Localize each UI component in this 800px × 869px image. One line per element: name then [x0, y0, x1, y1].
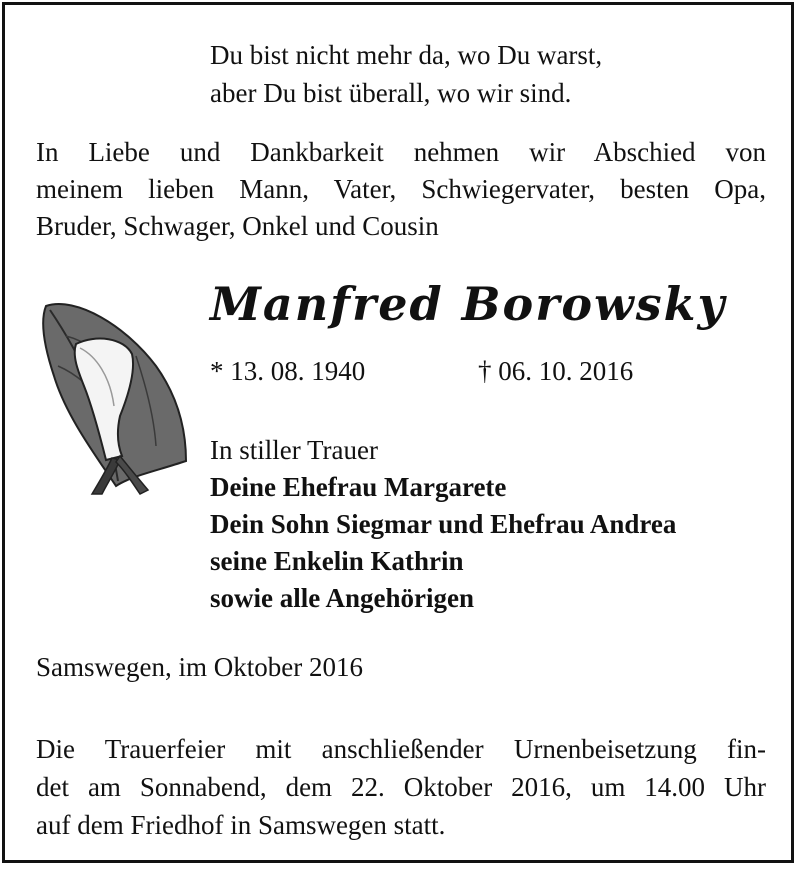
mourner-name: Dein Sohn Siegmar und Ehefrau Andrea — [210, 509, 677, 539]
intro-line-1: In Liebe und Dankbarkeit nehmen wir Abschied von — [36, 137, 766, 167]
service-line-3: auf dem Friedhof in Samswegen statt. — [36, 810, 446, 840]
intro-line-3: Bruder, Schwager, Onkel und Cousin — [36, 211, 439, 241]
calla-lily-icon — [36, 296, 192, 496]
service-line-2: det am Sonnabend, dem 22. Oktober 2016, um 14.00 Uhr — [36, 772, 766, 802]
service-line-1: Die Trauerfeier mit anschließender Urnenbeisetzung fin- — [36, 734, 766, 764]
mourners-block — [210, 432, 676, 617]
mourner-name: sowie alle Angehörigen — [210, 583, 474, 613]
memorial-quote — [210, 36, 602, 112]
mourner-name: seine Enkelin Kathrin — [210, 546, 464, 576]
mourners-heading: In stiller Trauer — [210, 435, 378, 465]
birth-date: * 13. 08. 1940 — [210, 356, 366, 386]
intro-line-2: meinem lieben Mann, Vater, Schwiegervater, besten Opa, — [36, 174, 766, 204]
mourner-name: Deine Ehefrau Margarete — [210, 472, 507, 502]
death-date: † 06. 10. 2016 — [478, 356, 634, 386]
intro-text — [36, 134, 766, 245]
service-info — [36, 730, 766, 844]
place-date: Samswegen, im Oktober 2016 — [36, 652, 363, 682]
quote-line-2: aber Du bist überall, wo wir sind. — [210, 78, 572, 108]
deceased-name: Manfred Borowsky — [210, 277, 727, 331]
quote-line-1: Du bist nicht mehr da, wo Du warst, — [210, 40, 603, 70]
